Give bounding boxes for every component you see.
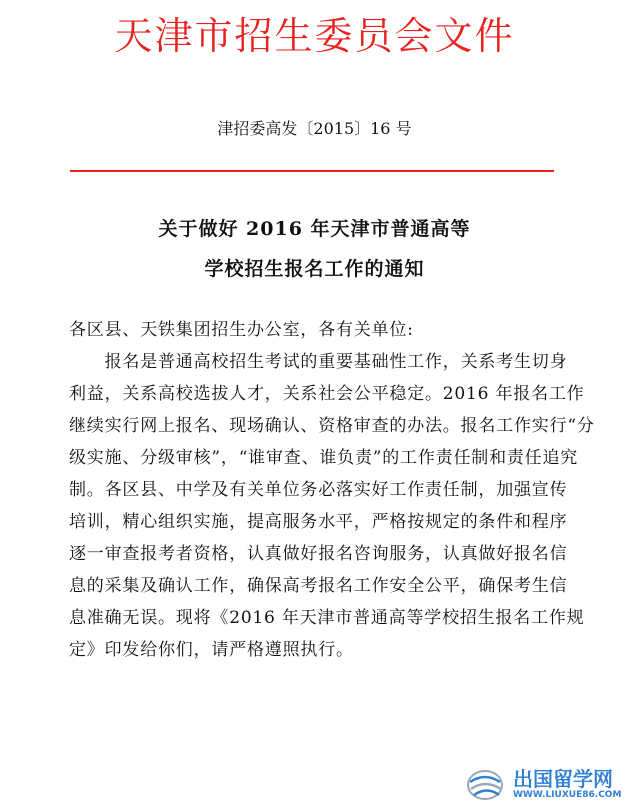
document-number: 津招委高发〔2015〕16 号 [217,119,412,138]
body-line: 息准确无误。现将《2016 年天津市普通高等学校招生报名工作规 [69,608,585,628]
body-line: 报名是普通高校招生考试的重要基础性工作，关系考生切身 [69,352,568,372]
body-line: 制。各区县、中学及有关单位务必落实好工作责任制，加强宣传 [69,480,568,500]
globe-logo-icon [465,768,509,802]
body-line: 各区县、天铁集团招生办公室，各有关单位: [69,320,414,340]
body-line: 逐一审查报考者资格，认真做好报名咨询服务，认真做好报名信 [69,544,568,564]
body-line: 息的采集及确认工作，确保高考报名工作安全公平，确保考生信 [69,576,568,596]
document-header-title: 天津市招生委员会文件 [114,14,515,58]
body-line: 定》印发给你们，请严格遵照执行。 [69,640,354,660]
watermark-site-url: WWW.LIUXUE86.COM [513,790,622,800]
red-divider [70,170,554,172]
watermark-site-name: 出国留学网 [513,767,613,791]
notice-title-line-2: 学校招生报名工作的通知 [204,258,425,280]
body-line: 培训，精心组织实施，提高服务水平，严格按规定的条件和程序 [69,512,568,532]
notice-title-line-1: 关于做好 2016 年天津市普通高等 [158,218,471,240]
body-line: 继续实行网上报名、现场确认、资格审查的办法。报名工作实行“分 [69,416,595,436]
site-watermark [465,768,625,802]
body-line: 利益，关系高校选拔人才，关系社会公平稳定。2016 年报名工作 [69,384,585,404]
body-line: 级实施、分级审核”，“谁审查、谁负责”的工作责任制和责任追究 [69,448,579,468]
